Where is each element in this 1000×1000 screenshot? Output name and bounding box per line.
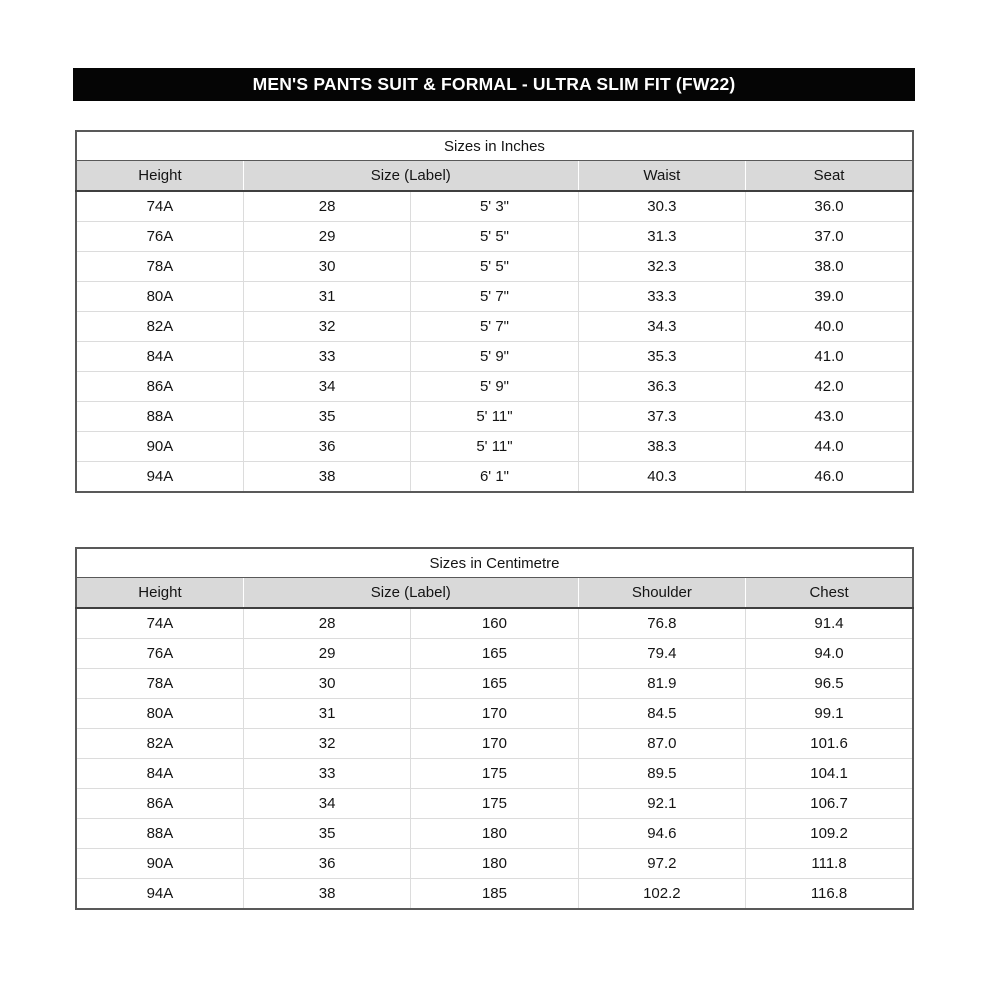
table-cell: 5' 9" — [411, 342, 578, 372]
table-cell: 32 — [243, 729, 410, 759]
table-cell: 37.0 — [746, 222, 913, 252]
sizes-in-centimetre-table — [75, 547, 914, 910]
table-cell: 87.0 — [578, 729, 745, 759]
table-row — [76, 729, 913, 759]
table-cell: 89.5 — [578, 759, 745, 789]
table-cell: 80A — [76, 282, 243, 312]
table-cell: 36.3 — [578, 372, 745, 402]
table-cell: 99.1 — [746, 699, 913, 729]
table-cell: 5' 7" — [411, 312, 578, 342]
table-cell: 29 — [243, 222, 410, 252]
table-cell: 111.8 — [746, 849, 913, 879]
table-row — [76, 282, 913, 312]
table-cell: 33 — [243, 342, 410, 372]
table-cell: 33.3 — [578, 282, 745, 312]
table-cell: 170 — [411, 699, 578, 729]
table-cell: 102.2 — [578, 879, 745, 910]
table-header-row — [76, 578, 913, 609]
table-cell: 88A — [76, 819, 243, 849]
table-cell: 104.1 — [746, 759, 913, 789]
table-cell: 84.5 — [578, 699, 745, 729]
table-row — [76, 342, 913, 372]
table-cell: 106.7 — [746, 789, 913, 819]
table-row — [76, 222, 913, 252]
table-cell: 116.8 — [810, 885, 848, 902]
table-row — [76, 699, 913, 729]
table-cell: 46.0 — [814, 468, 844, 485]
table-cell: 80A — [76, 699, 243, 729]
table-cell: 32.3 — [578, 252, 745, 282]
table-cell: 91.4 — [746, 608, 913, 639]
table-row — [76, 819, 913, 849]
table-cell: 90A — [76, 849, 243, 879]
table-cell: 40.0 — [746, 312, 913, 342]
column-header-seat: Seat — [746, 161, 913, 192]
table-cell: 76.8 — [578, 608, 745, 639]
table-header-row — [76, 161, 913, 192]
table-title-row — [76, 131, 913, 161]
column-header-size-label: Size (Label) — [243, 578, 578, 609]
table-cell: 165 — [411, 669, 578, 699]
table-cell: 160 — [411, 608, 578, 639]
table-cell: 39.0 — [746, 282, 913, 312]
table-cell: 94.6 — [578, 819, 745, 849]
table-row — [76, 669, 913, 699]
table-cell: 185 — [411, 879, 578, 910]
table-cell: 84A — [76, 342, 243, 372]
table-cell: 40.3 — [578, 462, 745, 493]
table-cell: 76A — [76, 639, 243, 669]
table-title-row — [76, 548, 913, 578]
column-header-size-label: Size (Label) — [243, 161, 578, 192]
table-cell: 31 — [243, 699, 410, 729]
table-cell: 38.3 — [578, 432, 745, 462]
table-cell: 94.0 — [746, 639, 913, 669]
table-body — [76, 608, 913, 909]
table-row — [76, 759, 913, 789]
column-header-height: Height — [76, 578, 243, 609]
table-row — [76, 312, 913, 342]
table-cell: 94A — [76, 879, 243, 910]
table-cell: 74A — [76, 608, 243, 639]
table-cell: 35.3 — [578, 342, 745, 372]
sizes-in-inches-table — [75, 130, 914, 493]
table-row — [76, 402, 913, 432]
table-cell: 35 — [243, 402, 410, 432]
table-cell: 82A — [76, 729, 243, 759]
table-cell: 78A — [76, 669, 243, 699]
column-header-waist: Waist — [578, 161, 745, 192]
table-cell: 101.6 — [746, 729, 913, 759]
table-cell: 41.0 — [746, 342, 913, 372]
table-title: Sizes in Centimetre — [76, 548, 913, 578]
table-cell: 31 — [243, 282, 410, 312]
table-cell: 29 — [243, 639, 410, 669]
table-cell: 79.4 — [578, 639, 745, 669]
table-row — [76, 608, 913, 639]
table-cell: 43.0 — [746, 402, 913, 432]
table-cell: 38 — [243, 879, 410, 910]
table-row — [76, 849, 913, 879]
table-cell: 34 — [243, 789, 410, 819]
table-cell: 30 — [243, 252, 410, 282]
table-row — [76, 462, 913, 493]
column-header-height: Height — [76, 161, 243, 192]
table-cell: 5' 3" — [411, 191, 578, 222]
table-cell: 28 — [243, 608, 410, 639]
table-body — [76, 191, 913, 492]
table-row — [76, 789, 913, 819]
table-cell: 6' 1" — [411, 462, 578, 493]
table-cell: 97.2 — [578, 849, 745, 879]
table-cell: 38.0 — [746, 252, 913, 282]
table-cell: 175 — [411, 789, 578, 819]
table-row — [76, 252, 913, 282]
table-cell: 5' 5" — [411, 222, 578, 252]
table-cell: 96.5 — [746, 669, 913, 699]
table-cell: 84A — [76, 759, 243, 789]
table-cell: 5' 9" — [411, 372, 578, 402]
table-cell: 5' 5" — [411, 252, 578, 282]
table-cell: 94A — [76, 462, 243, 493]
table-cell: 30 — [243, 669, 410, 699]
table-cell: 5' 7" — [411, 282, 578, 312]
table-row — [76, 191, 913, 222]
table-cell: 88A — [76, 402, 243, 432]
table-cell: 175 — [411, 759, 578, 789]
table-cell: 165 — [411, 639, 578, 669]
table-cell: 35 — [243, 819, 410, 849]
chart-title-banner — [73, 68, 915, 101]
table-cell: 180 — [411, 819, 578, 849]
table-cell: 5' 11" — [411, 432, 578, 462]
table-cell: 5' 11" — [411, 402, 578, 432]
table-cell: 31.3 — [578, 222, 745, 252]
table-title: Sizes in Inches — [76, 131, 913, 161]
table-cell: 42.0 — [746, 372, 913, 402]
table-cell: 86A — [76, 789, 243, 819]
table-cell: 30.3 — [578, 191, 745, 222]
table-cell: 180 — [411, 849, 578, 879]
chart-title: MEN'S PANTS SUIT & FORMAL - ULTRA SLIM FIT (FW22) — [252, 74, 736, 94]
table-cell: 33 — [243, 759, 410, 789]
table-cell: 38 — [243, 462, 410, 493]
table-row — [76, 372, 913, 402]
table-cell: 170 — [411, 729, 578, 759]
table-cell: 36 — [243, 849, 410, 879]
column-header-shoulder: Shoulder — [578, 578, 745, 609]
table-cell: 78A — [76, 252, 243, 282]
table-cell: 28 — [243, 191, 410, 222]
table-cell: 81.9 — [578, 669, 745, 699]
table-cell: 36 — [243, 432, 410, 462]
table-cell: 34 — [243, 372, 410, 402]
column-header-chest: Chest — [746, 578, 913, 609]
table-cell: 44.0 — [746, 432, 913, 462]
table-row — [76, 879, 913, 910]
table-cell: 34.3 — [578, 312, 745, 342]
table-cell: 32 — [243, 312, 410, 342]
table-cell: 37.3 — [578, 402, 745, 432]
table-cell: 76A — [76, 222, 243, 252]
table-cell: 74A — [76, 191, 243, 222]
table-cell: 92.1 — [578, 789, 745, 819]
table-cell: 86A — [76, 372, 243, 402]
table-row — [76, 639, 913, 669]
table-cell: 109.2 — [746, 819, 913, 849]
table-row — [76, 432, 913, 462]
table-cell: 82A — [76, 312, 243, 342]
table-cell: 36.0 — [746, 191, 913, 222]
table-cell: 90A — [76, 432, 243, 462]
